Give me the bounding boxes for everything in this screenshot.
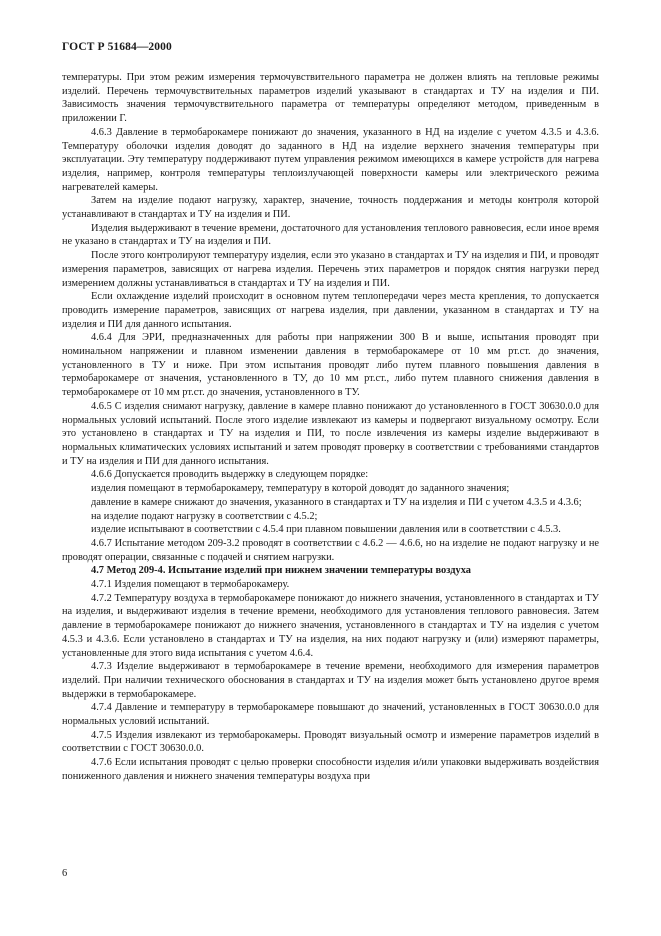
body-text <box>62 71 599 784</box>
paragraph: 4.7.1 Изделия помещают в термобарокамеру. <box>91 579 290 591</box>
paragraph: 4.6.7 Испытание методом 209-3.2 проводят в соответствии с 4.6.2 — 4.6.6, но на изделие не подают нагрузку и не проводят операции, связанные с подачей и снятием нагрузки. <box>62 537 599 563</box>
page-number: 6 <box>62 868 68 879</box>
paragraph: 4.7.6 Если испытания проводят с целью проверки способности изделия и/или упаковки выдерживать воздействия пониженного давления и нижнего значения температуры воздуха при <box>62 757 599 782</box>
paragraph: Если охлаждение изделий происходит в основном путем теплопередачи через места крепления, то допускается проводить измерение параметров, зависящих от нагрева изделия, при давлении, указанном в стандартах и ТУ на изделия и ПИ для данного испытания. <box>62 291 599 330</box>
paragraph: Затем на изделие подают нагрузку, характер, значение, точность поддержания и методы контроля которой устанавливают в стандартах и ТУ на изделия и ПИ. <box>62 195 599 221</box>
paragraph: температуры. При этом режим измерения термочувствительного параметра не должен влиять на тепловые режимы изделий. Перечень термочувствительных параметров изделий указывают в стандартах и ТУ на изделия и ПИ. Зависимость значения термочувствительного параметра от температуры определяют методом, приведенным в приложении Г. <box>62 72 599 125</box>
paragraph: давление в камере снижают до значения, указанного в стандартах и ТУ на изделия и ПИ с учетом 4.3.5 и 4.3.6; <box>91 496 582 508</box>
section-heading: 4.7 Метод 209-4. Испытание изделий при нижнем значении температуры воздуха <box>91 565 471 577</box>
paragraph: 4.7.5 Изделия извлекают из термобарокамеры. Проводят визуальный осмотр и измерение параметров изделий в соответствии с ГОСТ 30630.0.0. <box>62 729 599 755</box>
paragraph: изделие испытывают в соответствии с 4.5.4 при плавном повышении давления или в соответствии с 4.5.3. <box>91 524 561 536</box>
paragraph: изделия помещают в термобарокамеру, температуру в которой доводят до заданного значения; <box>91 483 510 495</box>
paragraph: 4.7.3 Изделие выдерживают в термобарокамере в течение времени, необходимого для измерения параметров изделий. При наличии технического обоснования в стандартах и ТУ на изделия может быть установлено другое время выдержки в термобарокамере. <box>62 661 599 700</box>
paragraph: 4.6.3 Давление в термобарокамере понижают до значения, указанного в НД на изделие с учетом 4.3.5 и 4.3.6. Температуру оболочки изделия доводят до заданного в НД на изделие верхнего значения температуры при эксплуатации. Эту температуру поддерживают путем управления режимом имеющихся в камере устройств для нагрева изделия, например, контроля температуры теплоизлучающей поверхности камеры или электрического режима нагревателей камеры. <box>62 126 599 193</box>
paragraph: Изделия выдерживают в течение времени, достаточного для установления теплового равновесия, если иное время не указано в стандартах и ТУ на изделия и ПИ. <box>62 222 599 248</box>
paragraph: 4.6.5 С изделия снимают нагрузку, давление в камере плавно понижают до установленного в ГОСТ 30630.0.0 для нормальных условий испытаний. После этого изделие извлекают из камеры и подвергают визуальному осмотру. Если это установлено в стандартах и ТУ на изделия и ПИ, то после извлечения из камеры изделие выдерживают в нормальных климатических условиях испытаний и затем проводят проверку в соответствии с требованиями стандартов и ТУ на изделия и ПИ для данного испытания. <box>62 400 599 467</box>
page-header-standard-number: ГОСТ Р 51684—2000 <box>62 41 172 53</box>
paragraph: 4.7.2 Температуру воздуха в термобарокамере понижают до нижнего значения, установленного в стандартах и ТУ на изделия, и выдерживают изделия в течение времени, необходимого для установления теплового равновесия. Затем давление в термобарокамере понижают до нижнего значения, установленного в стандартах и ТУ на изделия с учетом 4.5.3 и 4.3.6. Если установлено в стандартах и ТУ на изделия, на них подают нагрузку и (или) измеряют параметры, установленные для этого вида испытания с учетом 4.6.4. <box>62 592 599 659</box>
paragraph: 4.6.4 Для ЭРИ, предназначенных для работы при напряжении 300 В и выше, испытания проводят при номинальном напряжении и плавном изменении давления в термобарокамере от 10 мм рт.ст. до значения, установленного в ТУ и ниже. При этом испытания проводят либо путем плавного повышения давления в термобарокамере от значения, установленного в ТУ, до 10 мм рт.ст., либо путем плавного снижения давления в термобарокамере от 10 мм рт.ст. до значения, установленного в ТУ. <box>62 332 599 399</box>
paragraph: После этого контролируют температуру изделия, если это указано в стандартах и ТУ на изделия и ПИ, и проводят измерения параметров, зависящих от нагрева изделия. Перечень этих параметров и порядок снятия нагрузки перед измерением должны устанавливаться в стандартах и ТУ на изделия и ПИ. <box>62 250 599 289</box>
paragraph: 4.6.6 Допускается проводить выдержку в следующем порядке: <box>91 469 369 481</box>
paragraph: 4.7.4 Давление и температуру в термобарокамере повышают до значений, установленных в ГОСТ 30630.0.0 для нормальных условий испытаний. <box>62 702 599 728</box>
paragraph: на изделие подают нагрузку в соответствии с 4.5.2; <box>91 510 318 522</box>
